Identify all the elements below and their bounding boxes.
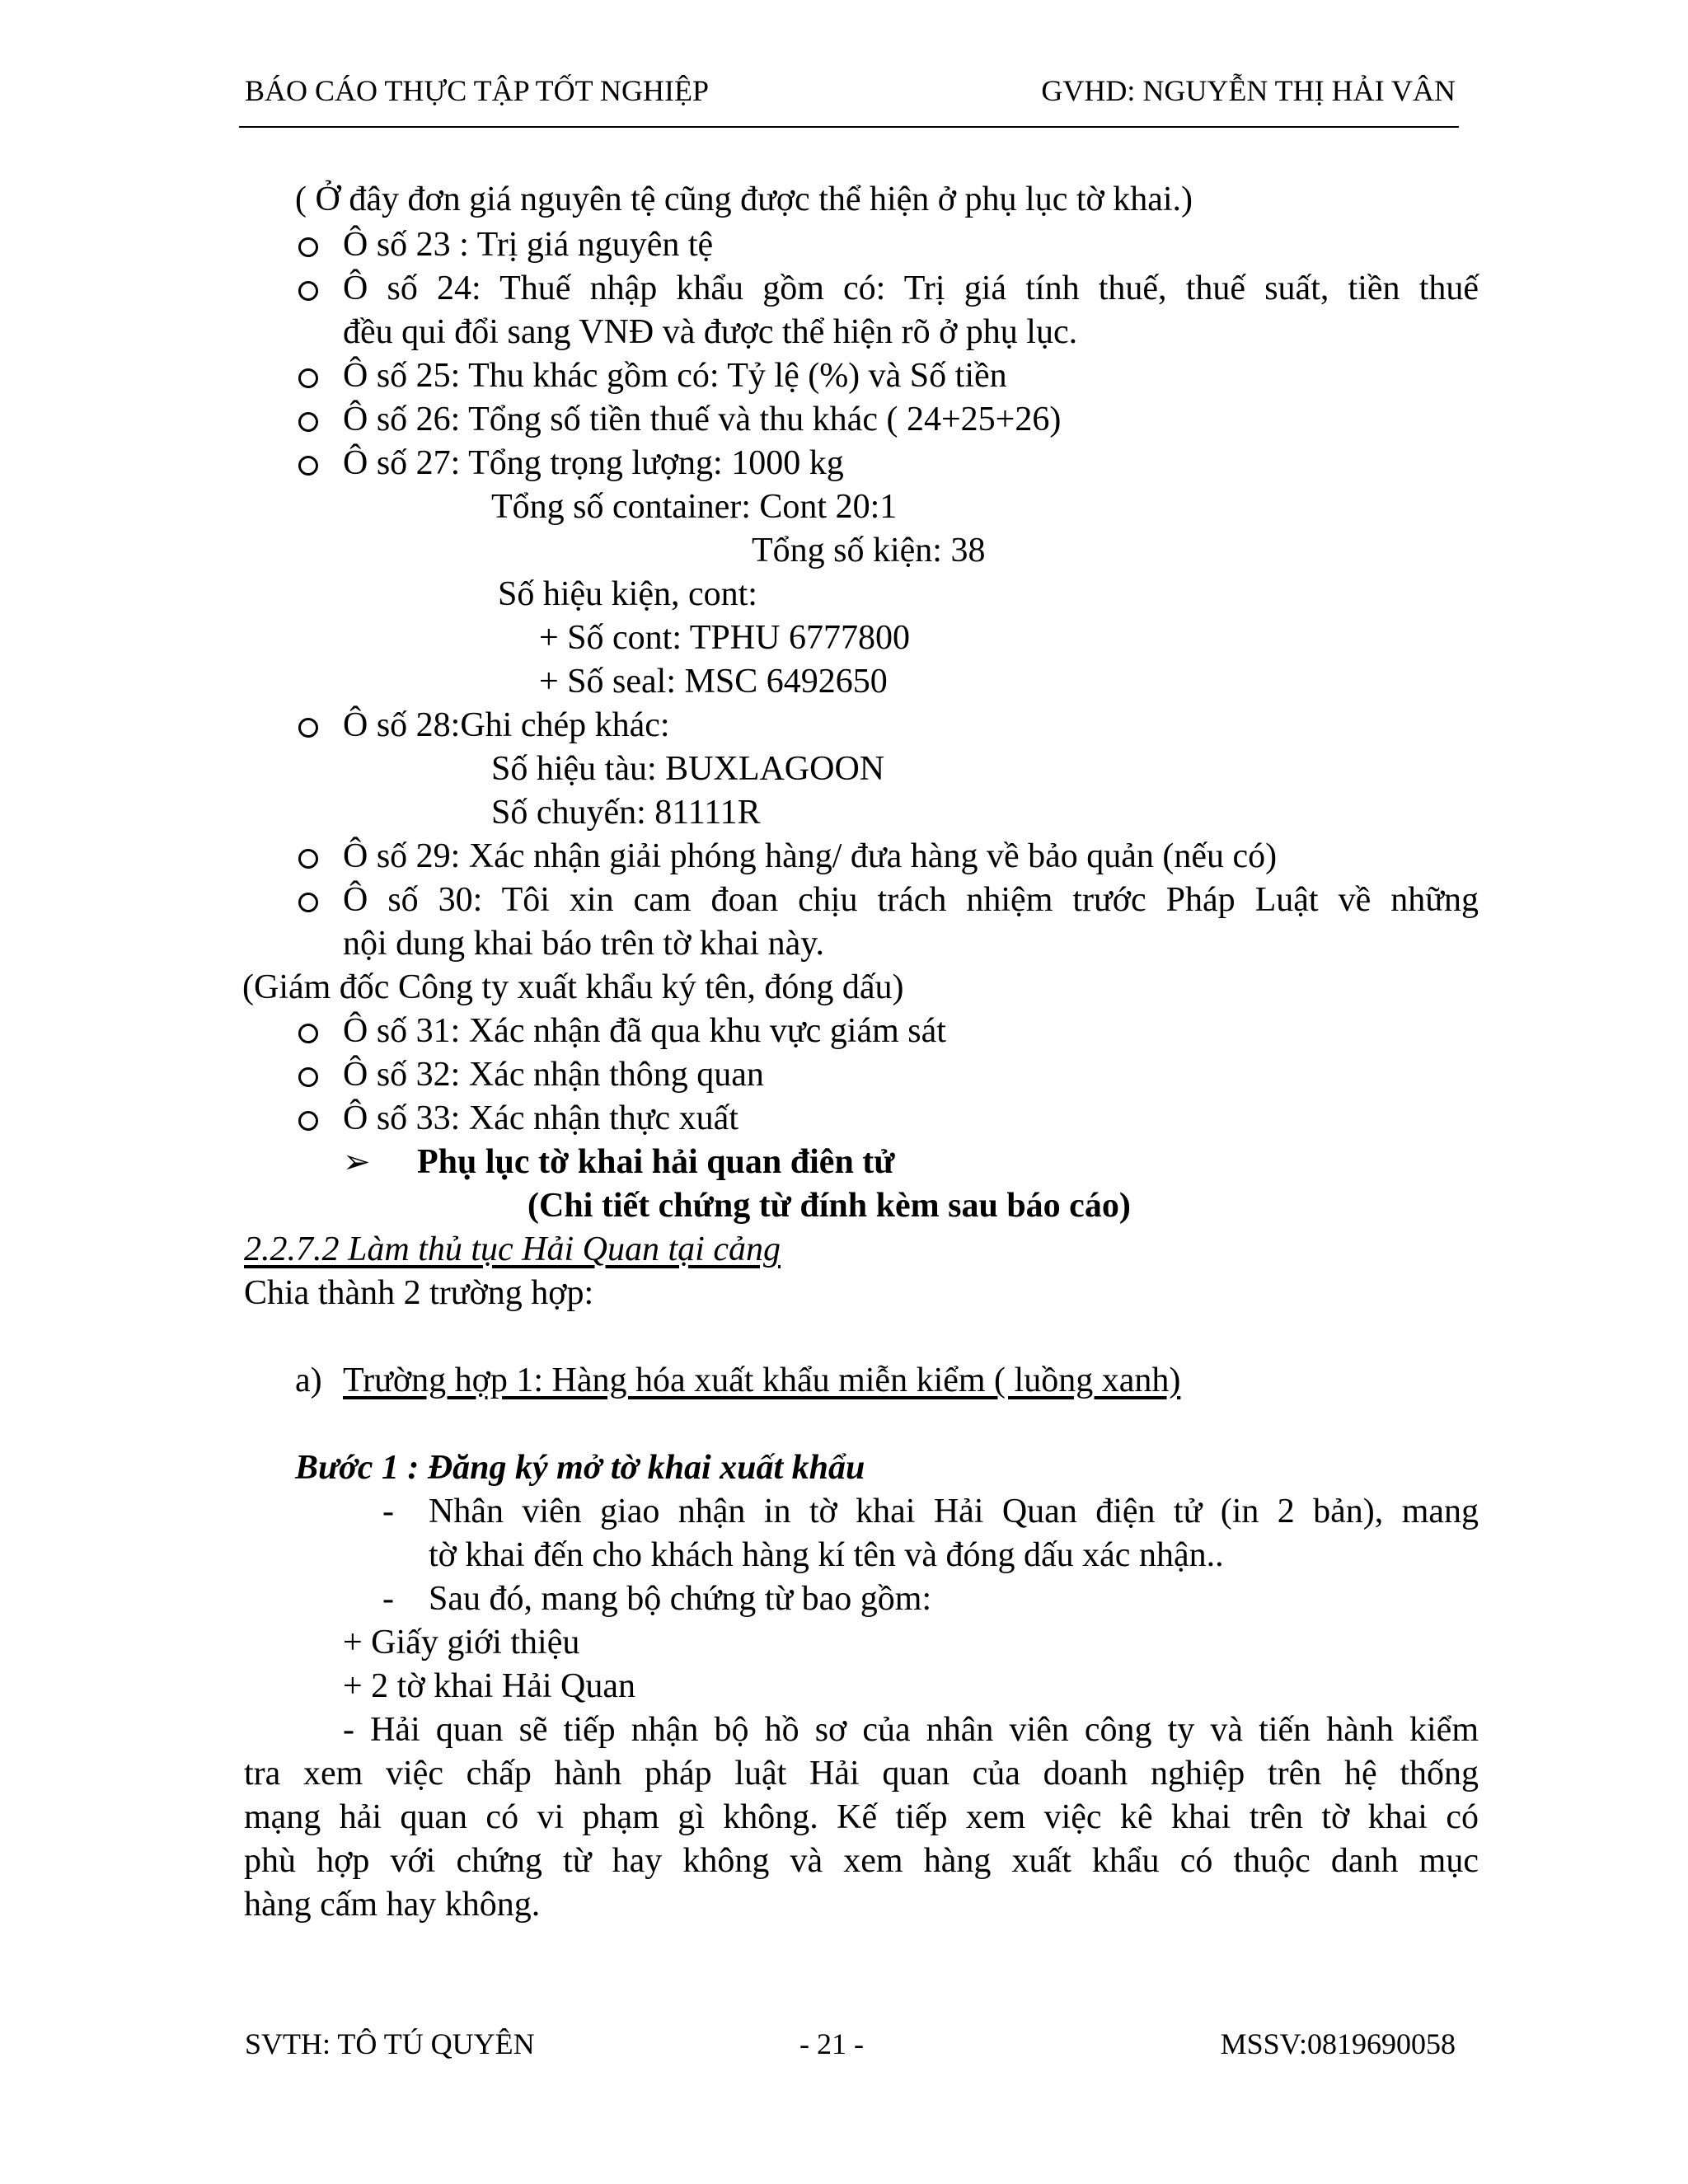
sub-line: Số hiệu kiện, cont:	[498, 575, 757, 613]
bullet-icon	[298, 893, 318, 912]
list-item: Ô số 25: Thu khác gồm có: Tỷ lệ (%) và Số tiền	[343, 357, 1007, 395]
arrow-bullet-icon: ➢	[343, 1143, 371, 1180]
list-marker: a)	[295, 1361, 322, 1399]
list-item: Ô số 24: Thuế nhập khẩu gồm có: Trị giá tính thuế, thuế suất, tiền thuế	[343, 269, 1479, 307]
note-line: (Giám đốc Công ty xuất khẩu ký tên, đóng dấu)	[242, 968, 904, 1006]
list-item-continuation: nội dung khai báo trên tờ khai này.	[343, 925, 825, 963]
list-item: Ô số 33: Xác nhận thực xuất	[343, 1099, 738, 1137]
bullet-icon	[298, 1024, 318, 1043]
dash-item: Sau đó, mang bộ chứng từ bao gồm:	[429, 1580, 932, 1618]
header-left: BÁO CÁO THỰC TẬP TỐT NGHIỆP	[245, 74, 709, 107]
dash-marker: -	[382, 1580, 394, 1618]
sub-line: + Số cont: TPHU 6777800	[539, 619, 910, 657]
list-item: Ô số 27: Tổng trọng lượng: 1000 kg	[343, 444, 844, 482]
list-item: Ô số 31: Xác nhận đã qua khu vực giám sát	[343, 1012, 946, 1050]
list-item: Ô số 30: Tôi xin cam đoan chịu trách nhiệm trước Pháp Luật về những	[343, 881, 1479, 919]
dash-item-continuation: tờ khai đến cho khách hàng kí tên và đóng dấu xác nhận..	[429, 1536, 1224, 1574]
appendix-heading: Phụ lục tờ khai hải quan điên tử	[417, 1143, 895, 1181]
bullet-icon	[298, 849, 318, 869]
bullet-icon	[298, 368, 318, 388]
plus-item: + 2 tờ khai Hải Quan	[343, 1667, 635, 1705]
paragraph-line: hàng cấm hay không.	[244, 1886, 541, 1924]
header-divider	[239, 126, 1459, 128]
sub-line: Số chuyến: 81111R	[491, 794, 761, 832]
bullet-icon	[298, 281, 318, 301]
section-heading: 2.2.7.2 Làm thủ tục Hải Quan tại cảng	[244, 1230, 781, 1268]
footer-left: SVTH: TÔ TÚ QUYÊN	[245, 2027, 535, 2060]
paragraph-line: phù hợp với chứng từ hay không và xem hàng xuất khẩu có thuộc danh mục	[244, 1842, 1479, 1880]
page-number: - 21 -	[799, 2027, 864, 2060]
dash-item: Nhân viên giao nhận in tờ khai Hải Quan điện tử (in 2 bản), mang	[429, 1493, 1479, 1530]
paragraph-line: - Hải quan sẽ tiếp nhận bộ hồ sơ của nhân viên công ty và tiến hành kiểm	[343, 1711, 1479, 1749]
list-item: Ô số 32: Xác nhận thông quan	[343, 1056, 764, 1094]
list-item: Ô số 23 : Trị giá nguyên tệ	[343, 226, 714, 264]
footer-right: MSSV:0819690058	[1220, 2027, 1456, 2060]
sub-line: Tổng số container: Cont 20:1	[491, 488, 898, 526]
paragraph-line: mạng hải quan có vi phạm gì không. Kế tiếp xem việc kê khai trên tờ khai có	[244, 1798, 1479, 1836]
bullet-icon	[298, 718, 318, 738]
sub-line: Tổng số kiện: 38	[752, 532, 986, 569]
bullet-icon	[298, 412, 318, 432]
sub-line: Số hiệu tàu: BUXLAGOON	[491, 750, 885, 788]
list-item-continuation: đều qui đổi sang VNĐ và được thể hiện rõ ở phụ lục.	[343, 313, 1078, 351]
step-heading: Bước 1 : Đăng ký mở tờ khai xuất khẩu	[295, 1449, 865, 1487]
header-right: GVHD: NGUYỄN THỊ HẢI VÂN	[1041, 74, 1456, 107]
bullet-icon	[298, 1067, 318, 1087]
sub-line: + Số seal: MSC 6492650	[539, 663, 888, 701]
bullet-icon	[298, 237, 318, 257]
plus-item: + Giấy giới thiệu	[343, 1624, 580, 1661]
bullet-icon	[298, 456, 318, 476]
dash-marker: -	[382, 1493, 394, 1530]
list-item: Ô số 28:Ghi chép khác:	[343, 706, 670, 744]
appendix-subheading: (Chi tiết chứng từ đính kèm sau báo cáo)	[528, 1187, 1131, 1225]
paragraph-line: Chia thành 2 trường hợp:	[244, 1274, 594, 1312]
list-item: Ô số 26: Tổng số tiền thuế và thu khác ( 24+25+26)	[343, 401, 1062, 438]
case-heading: Trường hợp 1: Hàng hóa xuất khẩu miễn kiểm ( luồng xanh)	[343, 1361, 1181, 1399]
note-line: ( Ở đây đơn giá nguyên tệ cũng được thể hiện ở phụ lục tờ khai.)	[295, 180, 1193, 218]
bullet-icon	[298, 1111, 318, 1131]
paragraph-line: tra xem việc chấp hành pháp luật Hải quan của doanh nghiệp trên hệ thống	[244, 1755, 1479, 1793]
list-item: Ô số 29: Xác nhận giải phóng hàng/ đưa hàng về bảo quản (nếu có)	[343, 837, 1278, 875]
